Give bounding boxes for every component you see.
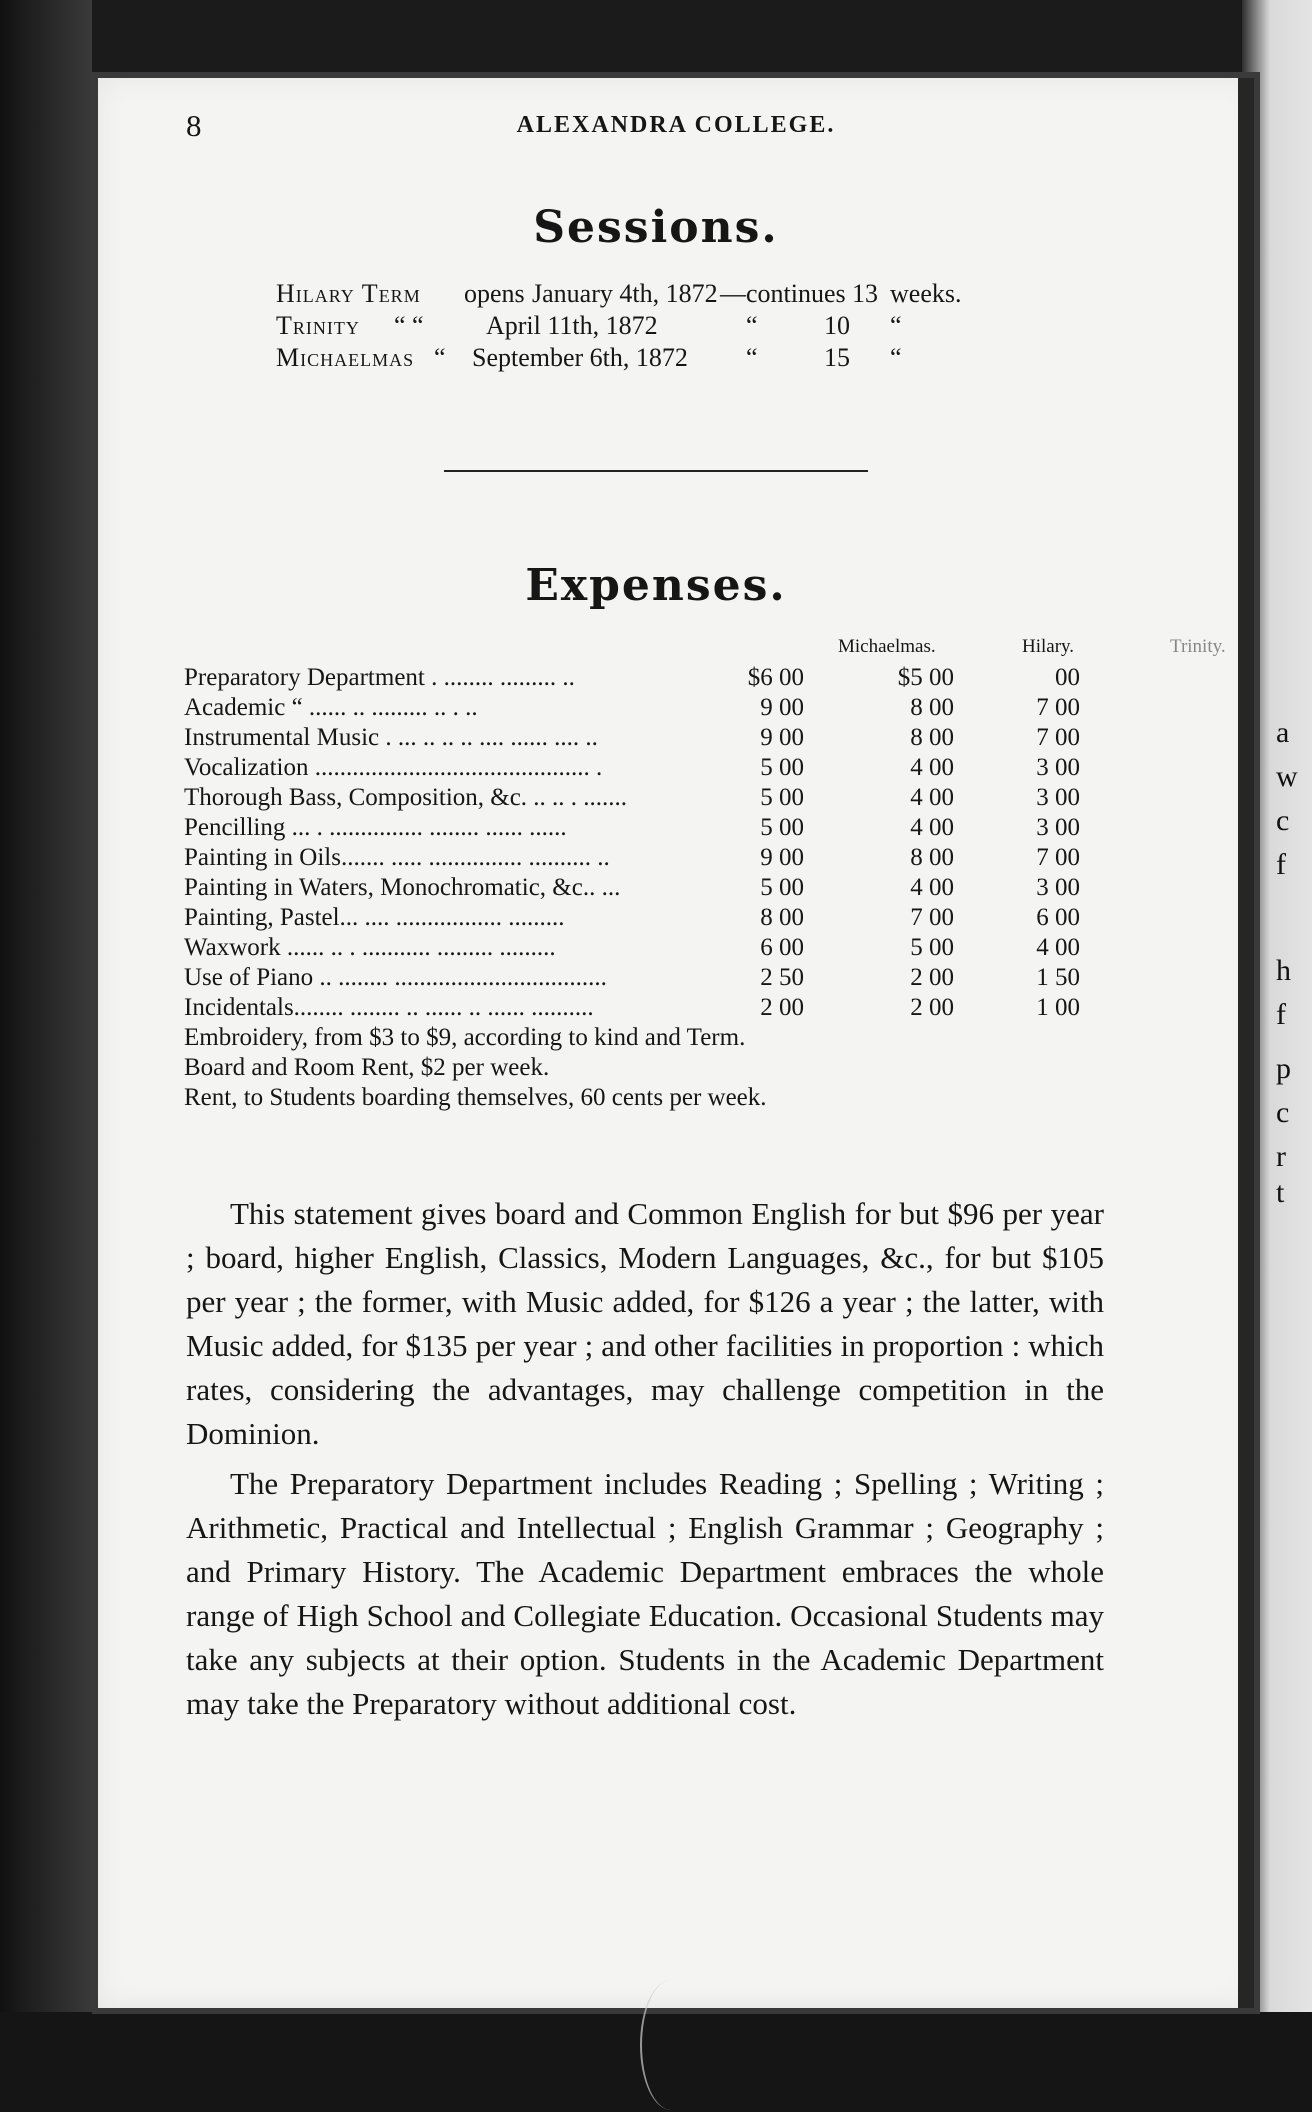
adjacent-fragment: w <box>1276 760 1298 793</box>
session-date: January 4th, 1872 <box>532 279 718 308</box>
session-term: Hilary Term <box>276 279 421 308</box>
expense-hilary: 2 00 <box>910 994 954 1021</box>
expense-trinity: 7 00 <box>1036 844 1080 871</box>
session-date: April 11th, 1872 <box>486 311 658 340</box>
paragraph: The Preparatory Department includes Reading ; Spelling ; Writing ; Arithmetic, Practical and Intellectual ; English Grammar ; Geography ; and Primary History. The Academic Department embraces the whole range of High School and Collegiate Education. Occasional Students may take any subjects at their option. Students in the Academic Department may take the Preparatory without additional cost. <box>186 1466 1104 1721</box>
expense-trinity: 3 00 <box>1036 874 1080 901</box>
expenses-heading: Expenses. <box>525 560 787 611</box>
session-unit: weeks. <box>890 279 962 308</box>
expense-name: Use of Piano .. ........ .................................. <box>184 964 607 991</box>
expense-name: Incidentals........ ........ .. ...... .. ...... .......... <box>184 994 594 1021</box>
scan-backdrop-left <box>0 0 92 2112</box>
expense-row <box>184 724 1084 754</box>
body-text <box>186 1192 1104 1732</box>
running-title: ALEXANDRA COLLEGE. <box>516 112 836 138</box>
adjacent-fragment: h <box>1276 954 1291 987</box>
session-row <box>276 310 902 342</box>
session-unit: “ <box>890 311 902 340</box>
adjacent-fragment: c <box>1276 1096 1290 1129</box>
expense-hilary: 2 00 <box>910 964 954 991</box>
expense-note: Board and Room Rent, $2 per week. <box>184 1054 550 1081</box>
expense-row <box>184 694 1084 724</box>
expense-rows <box>184 664 1084 1024</box>
page-edge <box>1238 78 1254 2008</box>
expense-michaelmas: $6 00 <box>747 664 804 691</box>
paragraph: This statement gives board and Common English for but $96 per year ; board, higher English, Classics, Modern Languages, &c., for but $105 per year ; the former, with Music added, for $126 a year ; the latter, with Music added, for $135 per year ; and other facilities in proportion : which rates, considering the advantages, may challenge competition in the Dominion. <box>186 1196 1104 1451</box>
expense-row <box>184 934 1084 964</box>
adjacent-fragment: f <box>1276 998 1286 1031</box>
expense-hilary: 4 00 <box>910 814 954 841</box>
expense-michaelmas: 6 00 <box>760 934 804 961</box>
expense-name: Academic “ ...... .. ......... .. . .. <box>184 694 478 721</box>
adjacent-fragment: c <box>1276 804 1290 837</box>
expense-name: Painting in Waters, Monochromatic, &c.. ... <box>184 874 621 901</box>
expense-trinity: 7 00 <box>1036 694 1080 721</box>
session-term: Michaelmas <box>276 343 415 372</box>
adjacent-fragment: a <box>1276 716 1290 749</box>
column-header-hilary: Hilary. <box>1022 636 1075 657</box>
expense-michaelmas: 9 00 <box>760 844 804 871</box>
session-row <box>276 342 902 374</box>
expense-trinity: 3 00 <box>1036 784 1080 811</box>
sessions-table <box>276 278 962 374</box>
session-continues: “ <box>746 311 758 340</box>
expense-hilary: 4 00 <box>910 754 954 781</box>
adjacent-page-text <box>1268 680 1308 1209</box>
session-opens: “ “ <box>394 311 424 340</box>
expense-trinity: 1 50 <box>1036 964 1080 991</box>
expense-hilary: 4 00 <box>910 784 954 811</box>
expense-michaelmas: 5 00 <box>760 784 804 811</box>
expense-michaelmas: 5 00 <box>760 754 804 781</box>
expense-row <box>184 874 1084 904</box>
session-weeks: 10 <box>824 311 850 340</box>
sessions-heading: Sessions. <box>533 202 779 253</box>
page-number: 8 <box>186 108 202 143</box>
expense-name: Pencilling ... . ............... ........ ...... ...... <box>184 814 567 841</box>
running-head <box>0 108 1312 148</box>
expense-trinity: 6 00 <box>1036 904 1080 931</box>
expense-hilary: 4 00 <box>910 874 954 901</box>
expense-name: Painting in Oils....... ..... ............... .......... .. <box>184 844 610 871</box>
expense-row <box>184 784 1084 814</box>
session-row <box>276 278 962 310</box>
session-opens: “ <box>434 343 446 372</box>
expense-michaelmas: 5 00 <box>760 874 804 901</box>
session-continues: —continues <box>720 279 846 308</box>
expenses-table <box>184 636 1226 1114</box>
expense-trinity: 7 00 <box>1036 724 1080 751</box>
session-date: September 6th, 1872 <box>472 343 688 372</box>
expense-michaelmas: 8 00 <box>760 904 804 931</box>
expense-name: Painting, Pastel... .... ................. ......... <box>184 904 565 931</box>
expense-trinity: 1 00 <box>1036 994 1080 1021</box>
expense-michaelmas: 5 00 <box>760 814 804 841</box>
expense-hilary: 8 00 <box>910 844 954 871</box>
adjacent-fragment: t <box>1276 1176 1285 1209</box>
expense-trinity: 3 00 <box>1036 814 1080 841</box>
session-continues: “ <box>746 343 758 372</box>
expense-note: Embroidery, from $3 to $9, according to kind and Term. <box>184 1024 746 1051</box>
expense-name: Waxwork ...... .. . ........... ......... ......... <box>184 934 556 961</box>
expense-row <box>184 964 1084 994</box>
expense-trinity: 3 00 <box>1036 754 1080 781</box>
expense-name: Thorough Bass, Composition, &c. .. .. . ....... <box>184 784 628 811</box>
expense-michaelmas: 9 00 <box>760 724 804 751</box>
expense-michaelmas: 2 50 <box>760 964 804 991</box>
expense-michaelmas: 2 00 <box>760 994 804 1021</box>
section-divider <box>444 470 868 472</box>
expense-hilary: 8 00 <box>910 724 954 751</box>
expense-row <box>184 844 1084 874</box>
expense-row <box>184 754 1084 784</box>
adjacent-fragment: f <box>1276 848 1286 881</box>
expense-hilary: $5 00 <box>897 664 954 691</box>
expense-trinity: 4 00 <box>1036 934 1080 961</box>
adjacent-fragment: p <box>1276 1052 1291 1085</box>
expense-row <box>184 664 1084 694</box>
expense-michaelmas: 9 00 <box>760 694 804 721</box>
session-unit: “ <box>890 343 902 372</box>
session-weeks: 15 <box>824 343 850 372</box>
expense-row <box>184 994 1084 1024</box>
column-header-trinity: Trinity. <box>1170 636 1226 657</box>
expenses-column-headers <box>184 636 1226 664</box>
expense-hilary: 8 00 <box>910 694 954 721</box>
session-term: Trinity <box>276 311 360 340</box>
expense-name: Preparatory Department . ........ ......... .. <box>184 664 575 691</box>
column-header-michaelmas: Michaelmas. <box>838 636 936 657</box>
expense-note: Rent, to Students boarding themselves, 60 cents per week. <box>184 1084 767 1111</box>
expense-name: Vocalization ............................................ . <box>184 754 603 781</box>
expense-trinity: 00 <box>1055 664 1080 691</box>
scan-fibre <box>640 1980 702 2110</box>
expense-hilary: 5 00 <box>910 934 954 961</box>
adjacent-fragment: r <box>1276 1140 1286 1173</box>
expense-hilary: 7 00 <box>910 904 954 931</box>
session-weeks: 13 <box>852 279 878 308</box>
expense-row <box>184 814 1084 844</box>
session-opens: opens <box>464 279 525 308</box>
expense-name: Instrumental Music . ... .. .. .. .... ...... .... .. <box>184 724 598 751</box>
expense-row <box>184 904 1084 934</box>
